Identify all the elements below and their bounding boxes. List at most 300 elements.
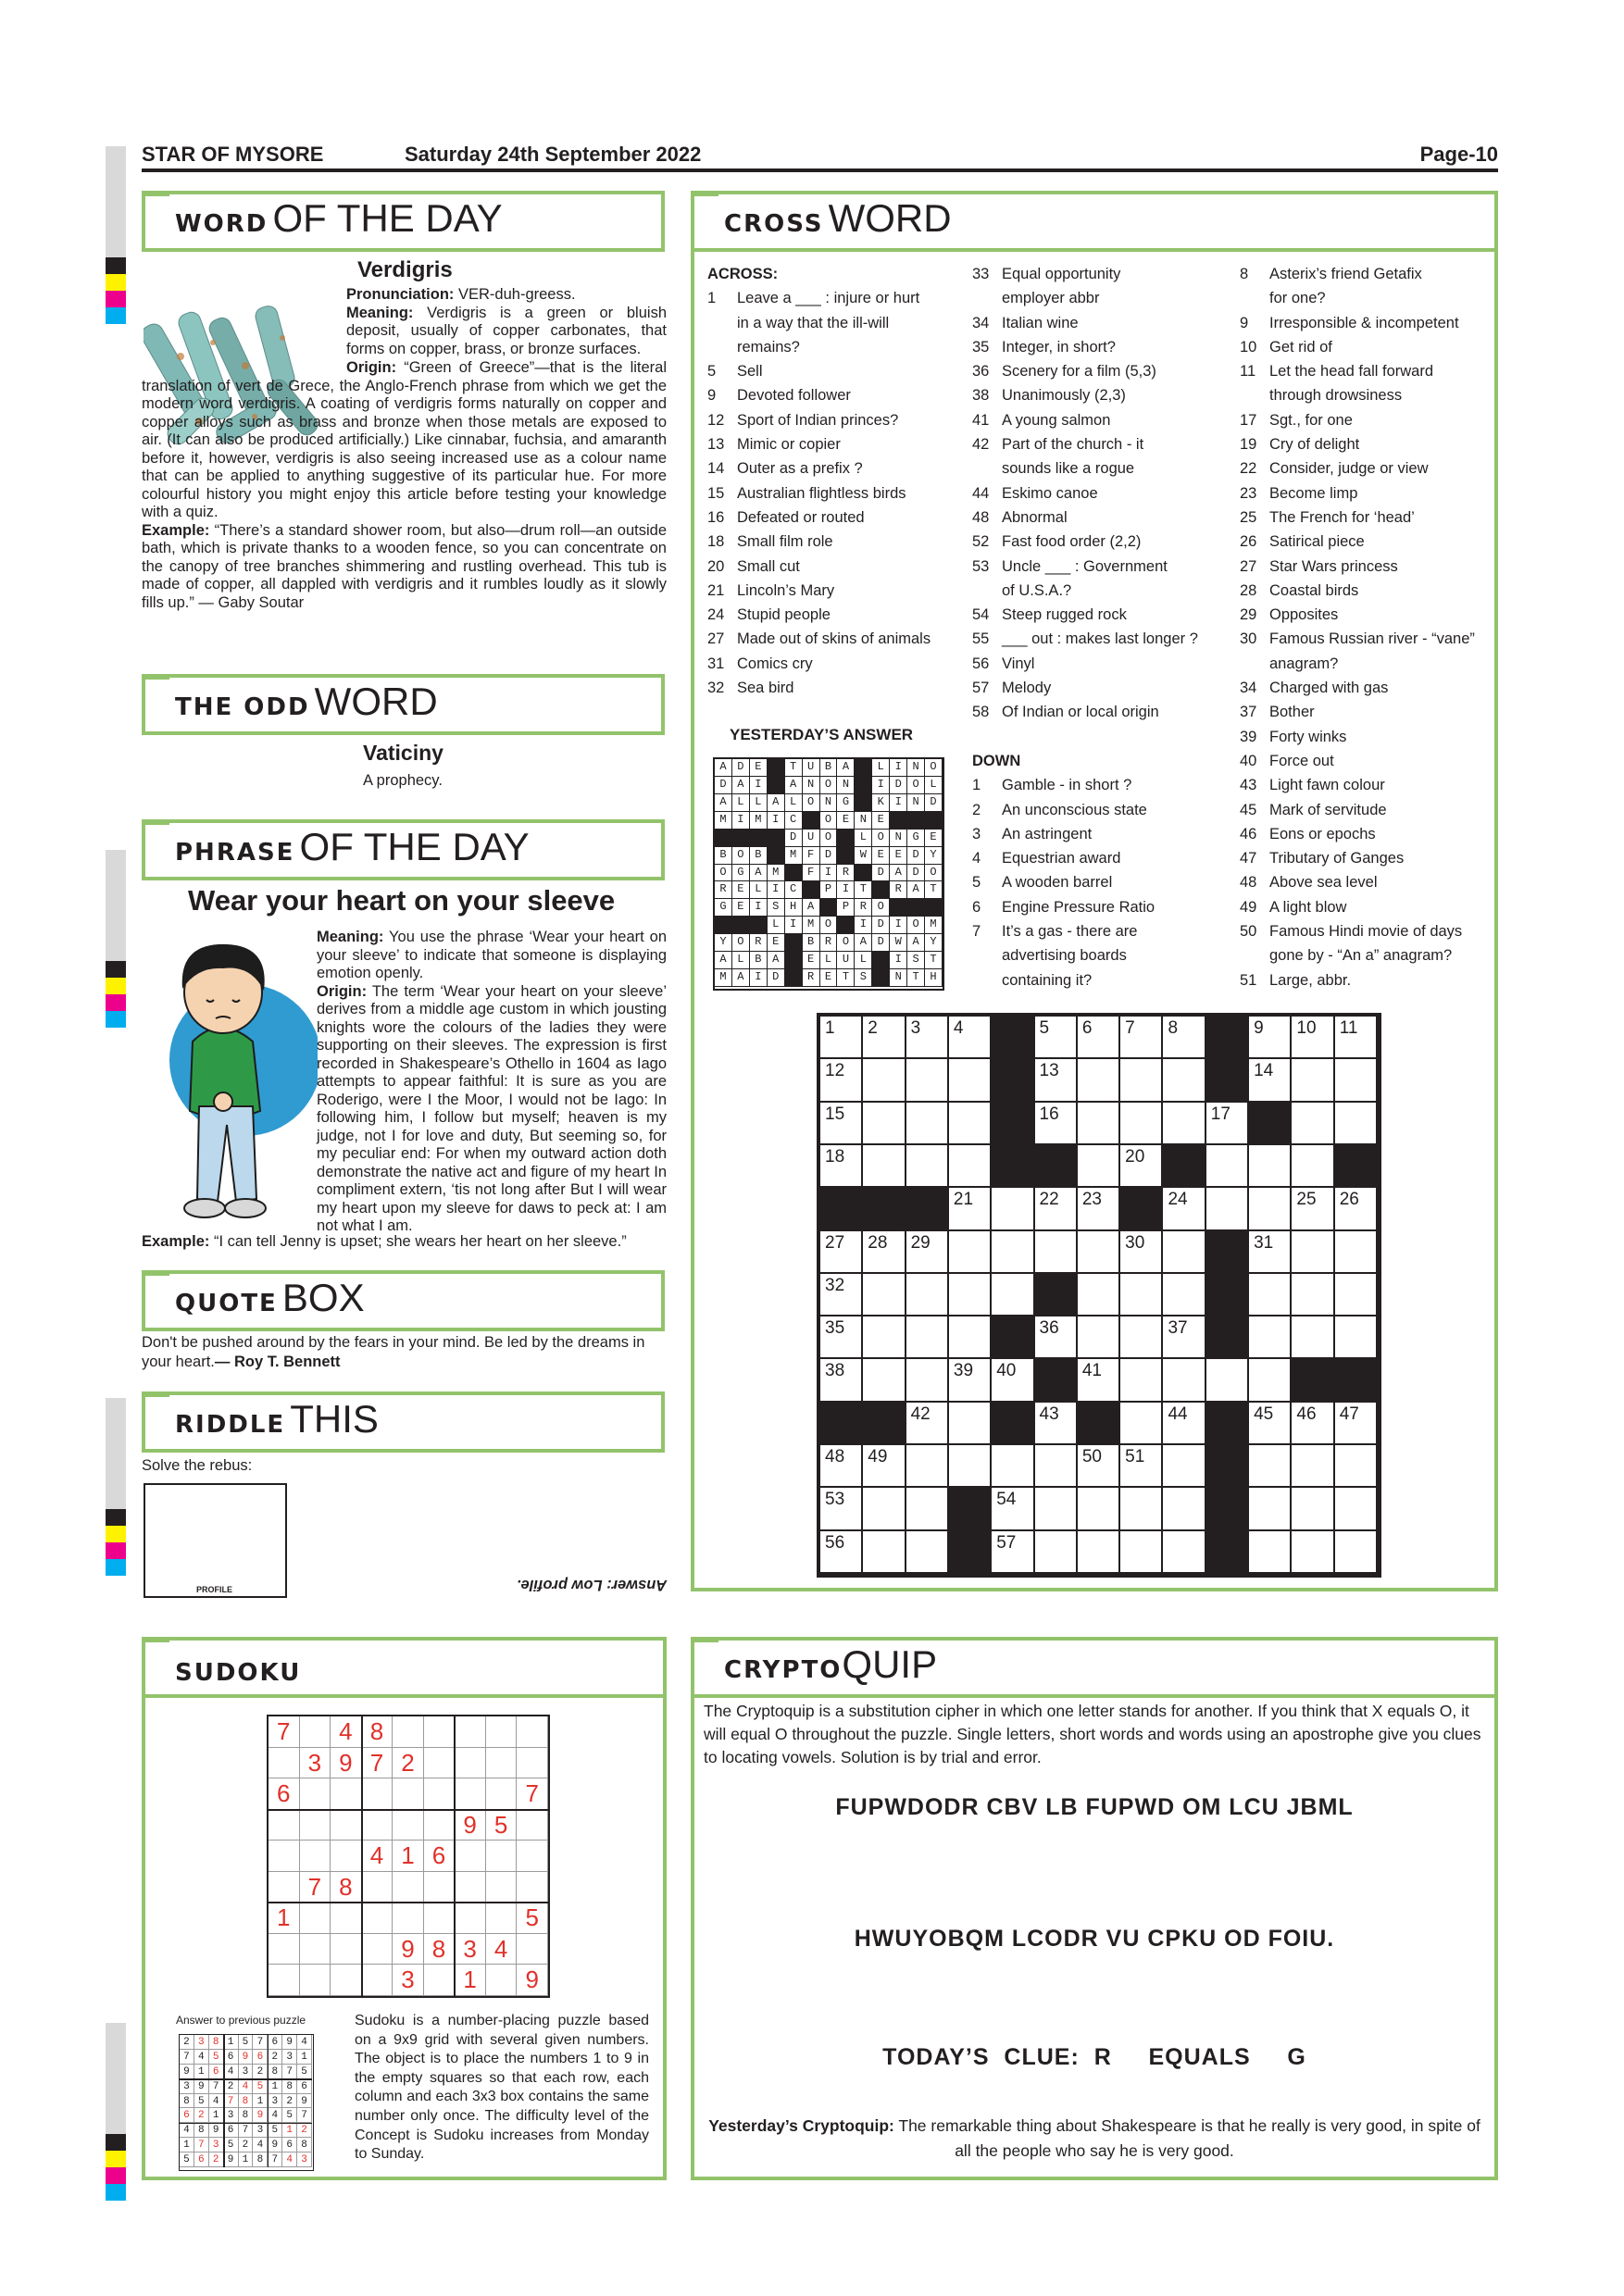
- clue-text: ___ out : makes last longer ?: [1002, 630, 1198, 648]
- answer-letter: D: [768, 969, 785, 987]
- answer-letter: E: [872, 812, 890, 830]
- crossword-cell[interactable]: [906, 1403, 949, 1445]
- crossword-cell[interactable]: [1292, 1231, 1334, 1274]
- answer-letter: N: [890, 969, 907, 987]
- crossword-cell[interactable]: [1249, 1231, 1292, 1274]
- crossword-cell[interactable]: [992, 1359, 1034, 1402]
- answer-letter: D: [872, 865, 890, 882]
- sudoku-cell[interactable]: 5: [486, 1810, 518, 1841]
- crossword-cell[interactable]: [949, 1316, 992, 1359]
- sudoku-cell[interactable]: [486, 1872, 518, 1903]
- sudoku-cell[interactable]: [486, 1748, 518, 1779]
- sudoku-cell[interactable]: [300, 1903, 331, 1934]
- crossword-cell[interactable]: [1120, 1231, 1163, 1274]
- crossword-cell[interactable]: [863, 1316, 906, 1359]
- answer-letter: E: [732, 899, 750, 917]
- answer-block: [872, 952, 890, 969]
- crossword-grid: [817, 1013, 1381, 1578]
- answer-letter: I: [890, 952, 907, 969]
- answer-letter: N: [837, 777, 855, 794]
- crossword-cell[interactable]: [1335, 1231, 1378, 1274]
- crossword-cell[interactable]: [1249, 1145, 1292, 1188]
- answer-letter: D: [820, 847, 838, 865]
- clue-row: [972, 919, 1241, 943]
- sudoku-cell[interactable]: 7: [362, 1748, 394, 1779]
- crossword-cell[interactable]: [1163, 1188, 1206, 1230]
- sudoku-answer-cell: 1: [224, 2035, 239, 2050]
- word-of-the-day-origin: [142, 359, 667, 612]
- clue-number: 51: [1125, 1447, 1145, 1467]
- answer-block: [785, 952, 803, 969]
- crossword-cell[interactable]: [1078, 1359, 1120, 1402]
- crossword-cell[interactable]: [949, 1059, 992, 1102]
- crossword-cell[interactable]: [1163, 1103, 1206, 1145]
- crossword-cell[interactable]: [992, 1488, 1034, 1530]
- clue-text: of U.S.A.?: [1002, 581, 1072, 599]
- crossword-cell[interactable]: [1335, 1488, 1378, 1530]
- crossword-cell[interactable]: [820, 1017, 863, 1059]
- sudoku-cell[interactable]: [269, 1965, 300, 1996]
- crossword-cell[interactable]: [1335, 1017, 1378, 1059]
- crossword-cell[interactable]: [906, 1488, 949, 1530]
- crossword-cell[interactable]: [1335, 1103, 1378, 1145]
- crossword-cell[interactable]: [1163, 1531, 1206, 1574]
- crossword-cell[interactable]: [1078, 1188, 1120, 1230]
- sudoku-cell[interactable]: [362, 1934, 394, 1965]
- answer-block: [803, 881, 820, 899]
- sudoku-cell[interactable]: [393, 1872, 424, 1903]
- crossword-cell[interactable]: [949, 1188, 992, 1230]
- crossword-cell[interactable]: [1292, 1145, 1334, 1188]
- crossword-cell[interactable]: [1120, 1017, 1163, 1059]
- crossword-cell[interactable]: [1249, 1188, 1292, 1230]
- crossword-cell[interactable]: [1078, 1017, 1120, 1059]
- sudoku-cell[interactable]: 4: [486, 1934, 518, 1965]
- sudoku-cell[interactable]: [486, 1778, 518, 1810]
- clue-text: Equal opportunity: [1002, 266, 1121, 282]
- sudoku-cell[interactable]: 1: [393, 1841, 424, 1872]
- crossword-cell[interactable]: [1078, 1274, 1120, 1316]
- clue-number: 39: [953, 1361, 974, 1381]
- sudoku-cell[interactable]: 9: [331, 1748, 362, 1779]
- crossword-cell[interactable]: [863, 1488, 906, 1530]
- crossword-cell[interactable]: [863, 1103, 906, 1145]
- sudoku-cell[interactable]: 7: [517, 1778, 548, 1810]
- crossword-cell[interactable]: [1163, 1488, 1206, 1530]
- crossword-cell[interactable]: [906, 1231, 949, 1274]
- sudoku-cell[interactable]: [424, 1872, 456, 1903]
- crossword-cell[interactable]: [863, 1359, 906, 1402]
- crossword-cell[interactable]: [949, 1445, 992, 1488]
- sudoku-cell[interactable]: [269, 1934, 300, 1965]
- crossword-cell[interactable]: [1335, 1403, 1378, 1445]
- sudoku-cell[interactable]: 9: [517, 1965, 548, 1996]
- crossword-cell[interactable]: [1292, 1103, 1334, 1145]
- answer-letter: T: [837, 969, 855, 987]
- sudoku-cell[interactable]: [331, 1903, 362, 1934]
- sudoku-cell[interactable]: 1: [269, 1903, 300, 1934]
- clue-text: The French for ‘head’: [1269, 508, 1415, 526]
- sudoku-cell[interactable]: [362, 1778, 394, 1810]
- sudoku-cell[interactable]: [331, 1934, 362, 1965]
- crossword-cell[interactable]: [1035, 1059, 1078, 1102]
- sudoku-cell[interactable]: [300, 1810, 331, 1841]
- answer-letter: I: [768, 881, 785, 899]
- sudoku-cell[interactable]: 4: [331, 1716, 362, 1748]
- sudoku-cell[interactable]: 9: [455, 1810, 486, 1841]
- clue-text: advertising boards: [1002, 947, 1127, 965]
- sudoku-cell[interactable]: [486, 1716, 518, 1748]
- sudoku-cell[interactable]: [393, 1810, 424, 1841]
- clue-row: [972, 676, 1241, 700]
- crossword-cell[interactable]: [1035, 1316, 1078, 1359]
- sudoku-cell[interactable]: [486, 1903, 518, 1934]
- crossword-cell[interactable]: [820, 1488, 863, 1530]
- clue-number: 49: [868, 1447, 888, 1467]
- crossword-cell[interactable]: [863, 1274, 906, 1316]
- crossword-cell[interactable]: [1249, 1445, 1292, 1488]
- answer-letter: L: [732, 794, 750, 812]
- crossword-cell[interactable]: [1292, 1445, 1334, 1488]
- crossword-cell[interactable]: [1292, 1059, 1334, 1102]
- sudoku-cell[interactable]: [517, 1841, 548, 1872]
- sudoku-cell[interactable]: [455, 1903, 486, 1934]
- crossword-cell[interactable]: [1163, 1316, 1206, 1359]
- crossword-cell[interactable]: [820, 1274, 863, 1316]
- crossword-cell[interactable]: [863, 1231, 906, 1274]
- crossword-cell[interactable]: [1206, 1145, 1249, 1188]
- crossword-cell[interactable]: [1163, 1445, 1206, 1488]
- crossword-cell[interactable]: [820, 1103, 863, 1145]
- sudoku-cell[interactable]: 3: [393, 1965, 424, 1996]
- crossword-cell[interactable]: [1078, 1531, 1120, 1574]
- crossword-cell[interactable]: [1292, 1017, 1334, 1059]
- crossword-cell[interactable]: [1249, 1531, 1292, 1574]
- sudoku-answer-cell: 7: [224, 2094, 239, 2109]
- crossword-cell[interactable]: [1120, 1274, 1163, 1316]
- crossword-cell[interactable]: [906, 1445, 949, 1488]
- sudoku-cell[interactable]: [331, 1778, 362, 1810]
- clue-row: [707, 530, 967, 554]
- crossword-cell[interactable]: [949, 1145, 992, 1188]
- answer-letter: L: [820, 952, 838, 969]
- crossword-cell[interactable]: [1120, 1445, 1163, 1488]
- clue-number: 48: [825, 1447, 845, 1467]
- example-text: “I can tell Jenny is upset; she wears her heart on her sleeve.”: [209, 1233, 627, 1250]
- crossword-cell[interactable]: [1078, 1316, 1120, 1359]
- crossword-cell[interactable]: [1292, 1403, 1334, 1445]
- sudoku-cell[interactable]: [455, 1872, 486, 1903]
- sudoku-cell[interactable]: [517, 1748, 548, 1779]
- sudoku-cell[interactable]: [455, 1841, 486, 1872]
- answer-letter: M: [768, 865, 785, 882]
- registration-mark: [106, 146, 126, 324]
- crossword-cell[interactable]: [1206, 1188, 1249, 1230]
- clue-number: 45: [1254, 1404, 1274, 1424]
- crossword-cell[interactable]: [1249, 1488, 1292, 1530]
- sudoku-cell[interactable]: [362, 1810, 394, 1841]
- clue-number: 34: [972, 314, 990, 331]
- crossword-cell[interactable]: [1078, 1145, 1120, 1188]
- crossword-cell[interactable]: [1249, 1316, 1292, 1359]
- crossword-cell[interactable]: [1035, 1231, 1078, 1274]
- sudoku-cell[interactable]: [424, 1810, 456, 1841]
- sudoku-cell[interactable]: [393, 1716, 424, 1748]
- crossword-cell[interactable]: [820, 1059, 863, 1102]
- sudoku-cell[interactable]: [455, 1778, 486, 1810]
- crossword-cell[interactable]: [1120, 1403, 1163, 1445]
- sudoku-cell[interactable]: [300, 1934, 331, 1965]
- sudoku-cell[interactable]: [455, 1716, 486, 1748]
- sudoku-answer-cell: 2: [282, 2094, 297, 2109]
- crossword-cell[interactable]: [1078, 1445, 1120, 1488]
- crossword-cell[interactable]: [1163, 1059, 1206, 1102]
- sudoku-cell[interactable]: [269, 1810, 300, 1841]
- crossword-cell[interactable]: [949, 1231, 992, 1274]
- sudoku-cell[interactable]: 3: [455, 1934, 486, 1965]
- crossword-cell[interactable]: [820, 1359, 863, 1402]
- answer-letter: C: [785, 881, 803, 899]
- sudoku-cell[interactable]: [362, 1965, 394, 1996]
- sudoku-cell[interactable]: [517, 1934, 548, 1965]
- sudoku-cell[interactable]: [517, 1872, 548, 1903]
- crossword-cell[interactable]: [1163, 1403, 1206, 1445]
- crossword-cell[interactable]: [1120, 1103, 1163, 1145]
- clue-text: A light blow: [1269, 898, 1347, 916]
- crossword-cell[interactable]: [1292, 1316, 1334, 1359]
- crossword-cell[interactable]: [1335, 1188, 1378, 1230]
- crossword-cell[interactable]: [1120, 1359, 1163, 1402]
- crossword-cell[interactable]: [1292, 1531, 1334, 1574]
- crossword-cell[interactable]: [1249, 1017, 1292, 1059]
- crossword-cell[interactable]: [1035, 1103, 1078, 1145]
- sudoku-cell[interactable]: 7: [300, 1872, 331, 1903]
- answer-letter: E: [890, 847, 907, 865]
- crossword-cell[interactable]: [992, 1188, 1034, 1230]
- sudoku-cell[interactable]: 8: [424, 1934, 456, 1965]
- sudoku-cell[interactable]: 8: [331, 1872, 362, 1903]
- crossword-cell[interactable]: [1292, 1488, 1334, 1530]
- sudoku-cell[interactable]: [300, 1841, 331, 1872]
- crossword-cell[interactable]: [1335, 1059, 1378, 1102]
- answer-block: [750, 917, 768, 934]
- answer-letter: A: [732, 969, 750, 987]
- sudoku-cell[interactable]: 8: [362, 1716, 394, 1748]
- clue-text: Uncle ___ : Government: [1002, 557, 1168, 575]
- answer-letter: L: [750, 881, 768, 899]
- box-divider: [269, 1809, 548, 1811]
- crossword-cell[interactable]: [1078, 1103, 1120, 1145]
- sudoku-cell[interactable]: [269, 1872, 300, 1903]
- sudoku-cell[interactable]: 6: [269, 1778, 300, 1810]
- clue-text: Sport of Indian princes?: [737, 411, 899, 429]
- crossword-cell[interactable]: [1078, 1488, 1120, 1530]
- crossword-cell[interactable]: [1206, 1359, 1249, 1402]
- clue-number: 14: [1254, 1061, 1274, 1081]
- crossword-cell[interactable]: [820, 1531, 863, 1574]
- clue-text: Mark of servitude: [1269, 801, 1387, 818]
- crossword-cell[interactable]: [1335, 1445, 1378, 1488]
- crossword-cell[interactable]: [1035, 1403, 1078, 1445]
- crossword-cell[interactable]: [1335, 1274, 1378, 1316]
- sudoku-cell[interactable]: [393, 1903, 424, 1934]
- crossword-cell[interactable]: [1163, 1359, 1206, 1402]
- crossword-cell[interactable]: [949, 1274, 992, 1316]
- sudoku-description: Sudoku is a number-placing puzzle based on a 9x9 grid with several given numbers. The object is to place the numbers 1 to 9 in the empty squares so that each row, each column and each 3x3 box contains the same number only once. The difficulty level of the Concept is Sudoku increases from Monday to Sunday.: [355, 2013, 649, 2163]
- crossword-cell[interactable]: [1035, 1445, 1078, 1488]
- crossword-cell[interactable]: [863, 1059, 906, 1102]
- crossword-cell[interactable]: [820, 1231, 863, 1274]
- clue-number: 42: [972, 436, 990, 454]
- crossword-cell[interactable]: [1163, 1017, 1206, 1059]
- sudoku-cell[interactable]: [331, 1810, 362, 1841]
- crossword-cell[interactable]: [1035, 1531, 1078, 1574]
- sudoku-cell[interactable]: [393, 1778, 424, 1810]
- sudoku-answer-cell: 3: [209, 2138, 224, 2152]
- sudoku-cell[interactable]: 5: [517, 1903, 548, 1934]
- crossword-cell[interactable]: [906, 1359, 949, 1402]
- crossword-cell[interactable]: [992, 1531, 1034, 1574]
- sudoku-cell[interactable]: 1: [455, 1965, 486, 1996]
- sudoku-cell[interactable]: 3: [300, 1748, 331, 1779]
- sudoku-cell[interactable]: [362, 1903, 394, 1934]
- clue-number: 38: [972, 387, 990, 405]
- crossword-cell[interactable]: [820, 1145, 863, 1188]
- clue-number: 56: [972, 655, 990, 672]
- crossword-cell[interactable]: [1249, 1274, 1292, 1316]
- crossword-cell[interactable]: [1335, 1316, 1378, 1359]
- crossword-cell[interactable]: [863, 1445, 906, 1488]
- crossword-cell[interactable]: [1120, 1531, 1163, 1574]
- crossword-cell[interactable]: [863, 1531, 906, 1574]
- answer-letter: O: [732, 847, 750, 865]
- clue-text: Comics cry: [737, 655, 813, 672]
- crossword-cell[interactable]: [863, 1145, 906, 1188]
- clue-row: [1240, 919, 1494, 943]
- sudoku-cell[interactable]: [331, 1841, 362, 1872]
- crossword-cell[interactable]: [1120, 1316, 1163, 1359]
- crossword-cell[interactable]: [992, 1445, 1034, 1488]
- answer-letter: E: [820, 969, 838, 987]
- sudoku-cell[interactable]: [517, 1810, 548, 1841]
- crossword-cell[interactable]: [1335, 1531, 1378, 1574]
- banner-title-small: RIDDLE: [175, 1411, 286, 1439]
- clue-row: [972, 481, 1241, 505]
- crossword-cell[interactable]: [1035, 1488, 1078, 1530]
- sudoku-cell[interactable]: [424, 1903, 456, 1934]
- sudoku-answer-cell: 8: [268, 2065, 282, 2079]
- sudoku-cell[interactable]: [455, 1748, 486, 1779]
- sudoku-cell[interactable]: 4: [362, 1841, 394, 1872]
- sudoku-cell[interactable]: [300, 1965, 331, 1996]
- clue-row: [972, 700, 1241, 724]
- sudoku-cell[interactable]: [424, 1965, 456, 1996]
- sudoku-answer-cell: 6: [268, 2035, 282, 2050]
- crossword-cell[interactable]: [1078, 1231, 1120, 1274]
- clue-row: [1240, 555, 1494, 579]
- sudoku-cell[interactable]: [362, 1872, 394, 1903]
- sudoku-cell[interactable]: [517, 1716, 548, 1748]
- crossword-cell[interactable]: [906, 1059, 949, 1102]
- crossword-cell[interactable]: [906, 1017, 949, 1059]
- answer-letter: A: [715, 794, 732, 812]
- sudoku-cell[interactable]: 6: [424, 1841, 456, 1872]
- crossword-cell[interactable]: [1292, 1188, 1334, 1230]
- clue-number: 36: [972, 363, 990, 381]
- sudoku-cell[interactable]: 9: [393, 1934, 424, 1965]
- crossword-cell[interactable]: [1163, 1231, 1206, 1274]
- crossword-cell[interactable]: [1206, 1103, 1249, 1145]
- sudoku-cell[interactable]: 7: [269, 1716, 300, 1748]
- crossword-cell[interactable]: [1249, 1403, 1292, 1445]
- clue-row: [972, 432, 1241, 456]
- sudoku-cell[interactable]: [269, 1748, 300, 1779]
- crossword-cell[interactable]: [992, 1274, 1034, 1316]
- crossword-cell[interactable]: [1120, 1059, 1163, 1102]
- crossword-cell[interactable]: [906, 1103, 949, 1145]
- answer-letter: E: [750, 759, 768, 777]
- answer-letter: O: [820, 777, 838, 794]
- crossword-cell[interactable]: [906, 1274, 949, 1316]
- crossword-cell[interactable]: [906, 1316, 949, 1359]
- clue-row: [972, 627, 1241, 651]
- sudoku-cell[interactable]: [424, 1778, 456, 1810]
- sudoku-cell[interactable]: [300, 1778, 331, 1810]
- sudoku-grid: [267, 1715, 550, 1998]
- crossword-cell[interactable]: [1120, 1145, 1163, 1188]
- clue-row: [1240, 725, 1494, 749]
- sudoku-cell[interactable]: [424, 1716, 456, 1748]
- crossword-cell[interactable]: [1249, 1359, 1292, 1402]
- clue-text: in a way that the ill-will: [737, 314, 890, 331]
- sudoku-cell[interactable]: [331, 1965, 362, 1996]
- sudoku-answer-cell: 5: [209, 2050, 224, 2065]
- crossword-cell[interactable]: [949, 1103, 992, 1145]
- crossword-cell[interactable]: [992, 1231, 1034, 1274]
- crossword-block: [1335, 1359, 1378, 1402]
- crossword-cell[interactable]: [1120, 1488, 1163, 1530]
- crossword-cell[interactable]: [863, 1017, 906, 1059]
- sudoku-cell[interactable]: [486, 1965, 518, 1996]
- crossword-cell[interactable]: [1078, 1059, 1120, 1102]
- crossword-cell[interactable]: [1292, 1274, 1334, 1316]
- sudoku-cell[interactable]: [269, 1841, 300, 1872]
- crossword-cell[interactable]: [1249, 1059, 1292, 1102]
- sudoku-cell[interactable]: [486, 1841, 518, 1872]
- answer-block: [855, 794, 872, 812]
- sudoku-answer-cell: 6: [224, 2123, 239, 2138]
- crossword-cell[interactable]: [1035, 1017, 1078, 1059]
- clue-text: Cry of delight: [1269, 436, 1360, 454]
- clue-list: [707, 286, 967, 700]
- riddle-prompt: Solve the rebus:: [142, 1457, 253, 1474]
- crossword-cell[interactable]: [1163, 1274, 1206, 1316]
- crossword-cell[interactable]: [1035, 1188, 1078, 1230]
- clue-row: [972, 555, 1241, 579]
- sudoku-cell[interactable]: 2: [393, 1748, 424, 1779]
- crossword-cell[interactable]: [906, 1145, 949, 1188]
- clue-number: 7: [1125, 1018, 1135, 1038]
- crossword-cell[interactable]: [949, 1359, 992, 1402]
- crossword-cell[interactable]: [820, 1316, 863, 1359]
- crossword-cell[interactable]: [820, 1445, 863, 1488]
- crossword-cell[interactable]: [949, 1403, 992, 1445]
- crossword-cell[interactable]: [906, 1531, 949, 1574]
- crossword-cell[interactable]: [949, 1017, 992, 1059]
- sudoku-cell[interactable]: [424, 1748, 456, 1779]
- sudoku-cell[interactable]: [300, 1716, 331, 1748]
- clue-number: 30: [1125, 1232, 1145, 1253]
